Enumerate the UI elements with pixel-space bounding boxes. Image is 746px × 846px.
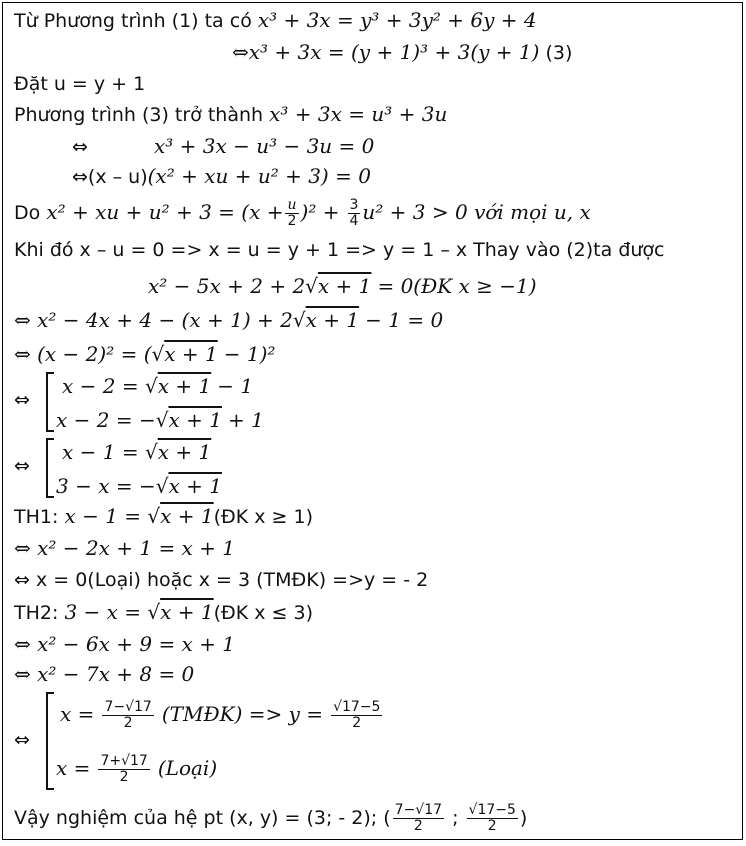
fraction: $\frac{7+√17}{2}$ [100, 753, 148, 785]
radicand: x + 1 [164, 342, 218, 366]
line-8: Khi đó x – u = 0 => x = u = y + 1 => y = 1 – x Thay vào (2)ta được [14, 239, 665, 261]
line-3: Đặt u = y + 1 [14, 73, 146, 95]
case-2-line-2: ⇔ x² − 6x + 9 = x + 1 [14, 632, 236, 656]
line-10 [14, 306, 443, 335]
line-7-text: Do [14, 202, 41, 224]
system-1-bracket [46, 372, 54, 432]
system-3-row-1: x = $\frac{7-√17}{2}$ (TMĐK) => y = $\frac{√17-5}{2}$ [60, 699, 381, 731]
fraction: $\frac{√17-5}{2}$ [468, 802, 516, 834]
case-1-line-3: ⇔ x = 0(Loại) hoặc x = 3 (TMĐK) =>y = - 2 [14, 569, 429, 591]
line-4-math: x³ + 3x = u³ + 3u [269, 102, 448, 126]
line-2-math: ⇔x³ + 3x = (y + 1)³ + 3(y + 1) [232, 40, 540, 64]
fraction-u-over-2: $\frac{u}{2}$ [287, 197, 297, 229]
radicand: x + 1 [317, 274, 372, 298]
line-4 [14, 100, 447, 129]
equation-tag: (3) [545, 42, 573, 64]
final-answer: Vậy nghiệm của hệ pt (x, y) = (3; - 2); ( $\frac{7-√17}{2}$ ; $\frac{√17-5}{2}$ ) [14, 802, 528, 834]
line-11-math-b: − 1)² [223, 342, 276, 366]
line-7-math-b: )² + [300, 200, 340, 224]
case-2-condition: (ĐK x ≤ 3) [213, 602, 314, 624]
fraction: $\frac{7-√17}{2}$ [394, 802, 443, 834]
system-3-row-2: x = $\frac{7+√17}{2}$ (Loại) [56, 753, 218, 785]
line-7-math-c: u² + 3 > 0 với mọi u, x [362, 200, 591, 224]
fraction: $\frac{7-√17}{2}$ [104, 699, 152, 731]
line-1-text: Từ Phương trình (1) ta có [14, 10, 252, 32]
line-1 [14, 6, 537, 35]
line-7 [14, 198, 591, 229]
line-11 [14, 340, 275, 369]
case-1-line-1: TH1: x − 1 = √x + 1(ĐK x ≥ 1) [14, 504, 314, 528]
line-2 [232, 38, 572, 67]
line-9-math-b: = 0(ĐK x ≥ −1) [377, 274, 537, 298]
line-10-math-a: ⇔ x² − 4x + 4 − (x + 1) + 2√ [14, 308, 306, 332]
line-5-math: x³ + 3x − u³ − 3u = 0 [153, 134, 375, 158]
system-2-row-1: x − 1 = √x + 1 [62, 440, 212, 464]
fraction: $\frac{√17-5}{2}$ [333, 699, 381, 731]
case-1-condition: (ĐK x ≥ 1) [213, 506, 314, 528]
system-1-row-1: x − 2 = √x + 1 − 1 [62, 374, 254, 398]
case-2-line-1: TH2: 3 − x = √x + 1(ĐK x ≤ 3) [14, 600, 314, 624]
line-1-math: x³ + 3x = y³ + 3y² + 6y + 4 [257, 8, 537, 32]
line-4-text: Phương trình (3) trở thành [14, 104, 264, 126]
system-1-row-2: x − 2 = −√x + 1 + 1 [56, 408, 264, 432]
line-11-math-a: ⇔ (x − 2)² = (√ [14, 342, 165, 366]
system-3-bracket [46, 692, 54, 790]
case-1-label: TH1: [14, 506, 59, 528]
line-6-math: (x² + xu + u² + 3) = 0 [147, 164, 371, 188]
radicand: x + 1 [305, 308, 360, 332]
line-9-math-a: x² − 5x + 2 + 2√ [148, 274, 318, 298]
case-1-line-2: ⇔ x² − 2x + 1 = x + 1 [14, 536, 236, 560]
fraction-3-over-4: $\frac{3}{4}$ [349, 197, 359, 229]
case-2-line-3: ⇔ x² − 7x + 8 = 0 [14, 662, 195, 686]
line-6 [72, 162, 371, 191]
system-3-symbol: ⇔ [14, 729, 30, 751]
system-2-bracket [46, 438, 54, 498]
line-10-math-b: − 1 = 0 [365, 308, 444, 332]
system-1-symbol: ⇔ [14, 389, 30, 411]
line-6-text: ⇔(x – u) [72, 166, 148, 188]
line-7-math-a: x² + xu + u² + 3 = (x + [46, 200, 284, 224]
system-2-row-2: 3 − x = −√x + 1 [56, 474, 222, 498]
line-5 [72, 132, 374, 161]
case-2-label: TH2: [14, 602, 59, 624]
line-9 [148, 272, 537, 301]
equivalence-symbol: ⇔ [72, 136, 88, 158]
system-2-symbol: ⇔ [14, 455, 30, 477]
